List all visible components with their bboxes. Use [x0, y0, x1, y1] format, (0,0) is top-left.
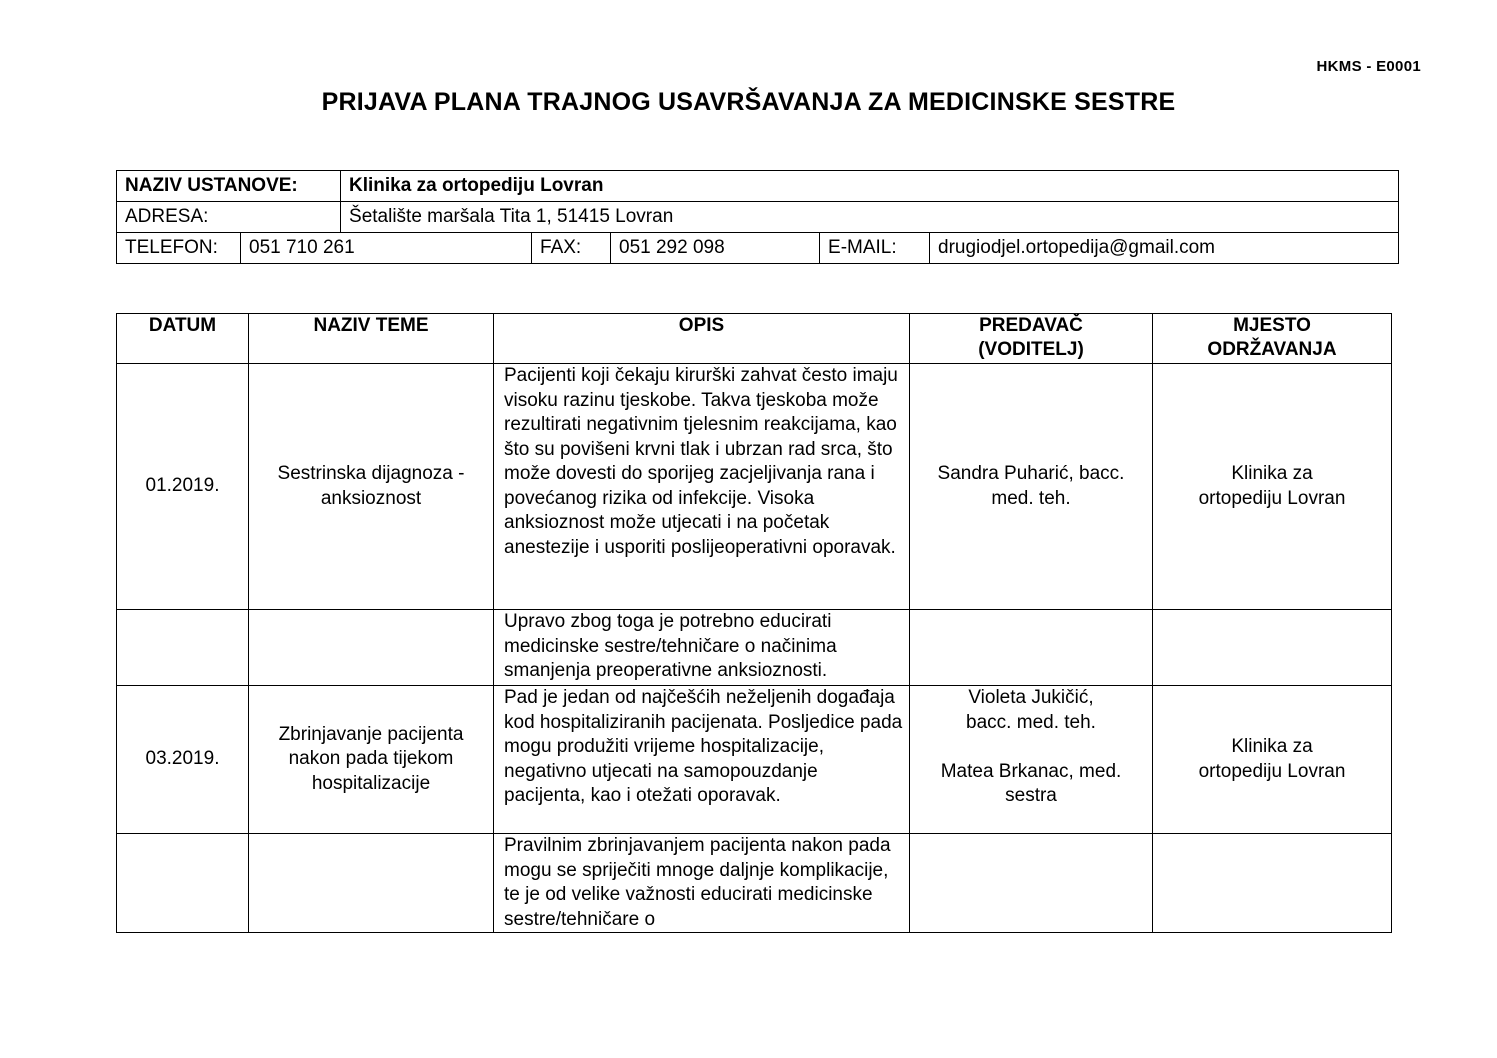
- row-topic-line: nakon pada tijekom: [288, 748, 454, 770]
- table-row: [117, 610, 1392, 686]
- lecturer-spacer: [918, 735, 1144, 760]
- row-lecturer: [910, 610, 1153, 686]
- row-venue-line: ortopediju Lovran: [1198, 760, 1346, 782]
- plan-header-row: [117, 314, 1392, 364]
- table-row: [117, 364, 1392, 610]
- header-topic: NAZIV TEME: [249, 314, 494, 364]
- row-lecturer-line: med. teh.: [991, 487, 1071, 509]
- row-lecturer: [910, 834, 1153, 933]
- header-venue-line1: MJESTO: [1233, 315, 1311, 336]
- phone-value: 051 710 261: [241, 233, 532, 264]
- header-description: OPIS: [494, 314, 910, 364]
- row-topic: [249, 834, 494, 933]
- row-lecturer-line: sestra: [1005, 785, 1057, 806]
- institution-table: [116, 170, 1399, 264]
- header-venue: [1153, 314, 1392, 364]
- row-topic-line: hospitalizacije: [311, 772, 431, 794]
- header-date: DATUM: [117, 314, 249, 364]
- header-venue-line2: ODRŽAVANJA: [1207, 339, 1337, 360]
- institution-name-label: NAZIV USTANOVE:: [117, 171, 341, 202]
- row-lecturer: [910, 364, 1153, 610]
- row-date: 01.2019.: [117, 364, 249, 610]
- table-row: [117, 686, 1392, 834]
- row-description: Pacijenti koji čekaju kirurški zahvat često imaju visoku razinu tjeskobe. Takva tjeskoba može rezultirati negativnim tjelesnim reakcijama, kao što su povišeni krvni tlak i ubrzan rad srca, što može dovesti do sporijeg zacjeljivanja rana i povećanog rizika od infekcije. Visoka anksioznost može utjecati i na početak anestezije i usporiti poslijeoperativni oporavak.: [494, 364, 910, 610]
- header-lecturer-line1: PREDAVAČ: [979, 315, 1083, 336]
- document-code: HKMS - E0001: [1316, 58, 1421, 75]
- row-lecturer: [910, 686, 1153, 834]
- row-topic-line: Zbrinjavanje pacijenta: [278, 723, 464, 745]
- row-topic-line: Sestrinska dijagnoza -: [277, 463, 465, 484]
- row-topic: [249, 610, 494, 686]
- row-venue-line: Klinika za: [1231, 736, 1313, 757]
- row-date: [117, 834, 249, 933]
- row-lecturer-line: bacc. med. teh.: [966, 711, 1096, 733]
- row-description: Pravilnim zbrinjavanjem pacijenta nakon pada mogu se spriječiti mnoge daljnje komplikacije, te je od velike važnosti educirati medicinske sestre/tehničare o: [494, 834, 910, 933]
- institution-address-label: ADRESA:: [117, 202, 341, 233]
- institution-contact-row: [117, 233, 1399, 264]
- header-lecturer: [910, 314, 1153, 364]
- row-venue: [1153, 364, 1392, 610]
- row-lecturer-line: Sandra Puharić, bacc.: [937, 463, 1125, 484]
- row-topic-line: anksioznost: [320, 487, 422, 509]
- fax-label: FAX:: [532, 233, 611, 264]
- row-description: Pad je jedan od najčešćih neželjenih događaja kod hospitaliziranih pacijenata. Posljedice pada mogu produžiti vrijeme hospitalizacije, negativno utjecati na samopouzdanje pacijenta, kao i otežati oporavak.: [494, 686, 910, 834]
- email-value: drugiodjel.ortopedija@gmail.com: [930, 233, 1399, 264]
- row-lecturer-line: Violeta Jukičić,: [968, 687, 1094, 708]
- row-date: 03.2019.: [117, 686, 249, 834]
- fax-value: 051 292 098: [611, 233, 820, 264]
- row-lecturer-line: Matea Brkanac, med.: [940, 760, 1122, 782]
- row-date: [117, 610, 249, 686]
- row-venue: [1153, 610, 1392, 686]
- row-venue-line: ortopediju Lovran: [1198, 487, 1346, 509]
- institution-name: Klinika za ortopediju Lovran: [341, 171, 1399, 202]
- row-topic: [249, 364, 494, 610]
- table-row: [117, 834, 1392, 933]
- document-title: PRIJAVA PLANA TRAJNOG USAVRŠAVANJA ZA MEDICINSKE SESTRE: [321, 88, 1176, 116]
- row-description: Upravo zbog toga je potrebno educirati medicinske sestre/tehničare o načinima smanjenja preoperativne anksioznosti.: [494, 610, 910, 686]
- row-venue: [1153, 834, 1392, 933]
- header-lecturer-line2: (VODITELJ): [978, 339, 1084, 360]
- row-venue-line: Klinika za: [1231, 463, 1313, 484]
- row-venue: [1153, 686, 1392, 834]
- row-topic: [249, 686, 494, 834]
- institution-name-row: [117, 171, 1399, 202]
- institution-address-row: [117, 202, 1399, 233]
- institution-address: Šetalište maršala Tita 1, 51415 Lovran: [341, 202, 1399, 233]
- email-label: E-MAIL:: [820, 233, 930, 264]
- phone-label: TELEFON:: [117, 233, 241, 264]
- plan-table: [116, 313, 1392, 933]
